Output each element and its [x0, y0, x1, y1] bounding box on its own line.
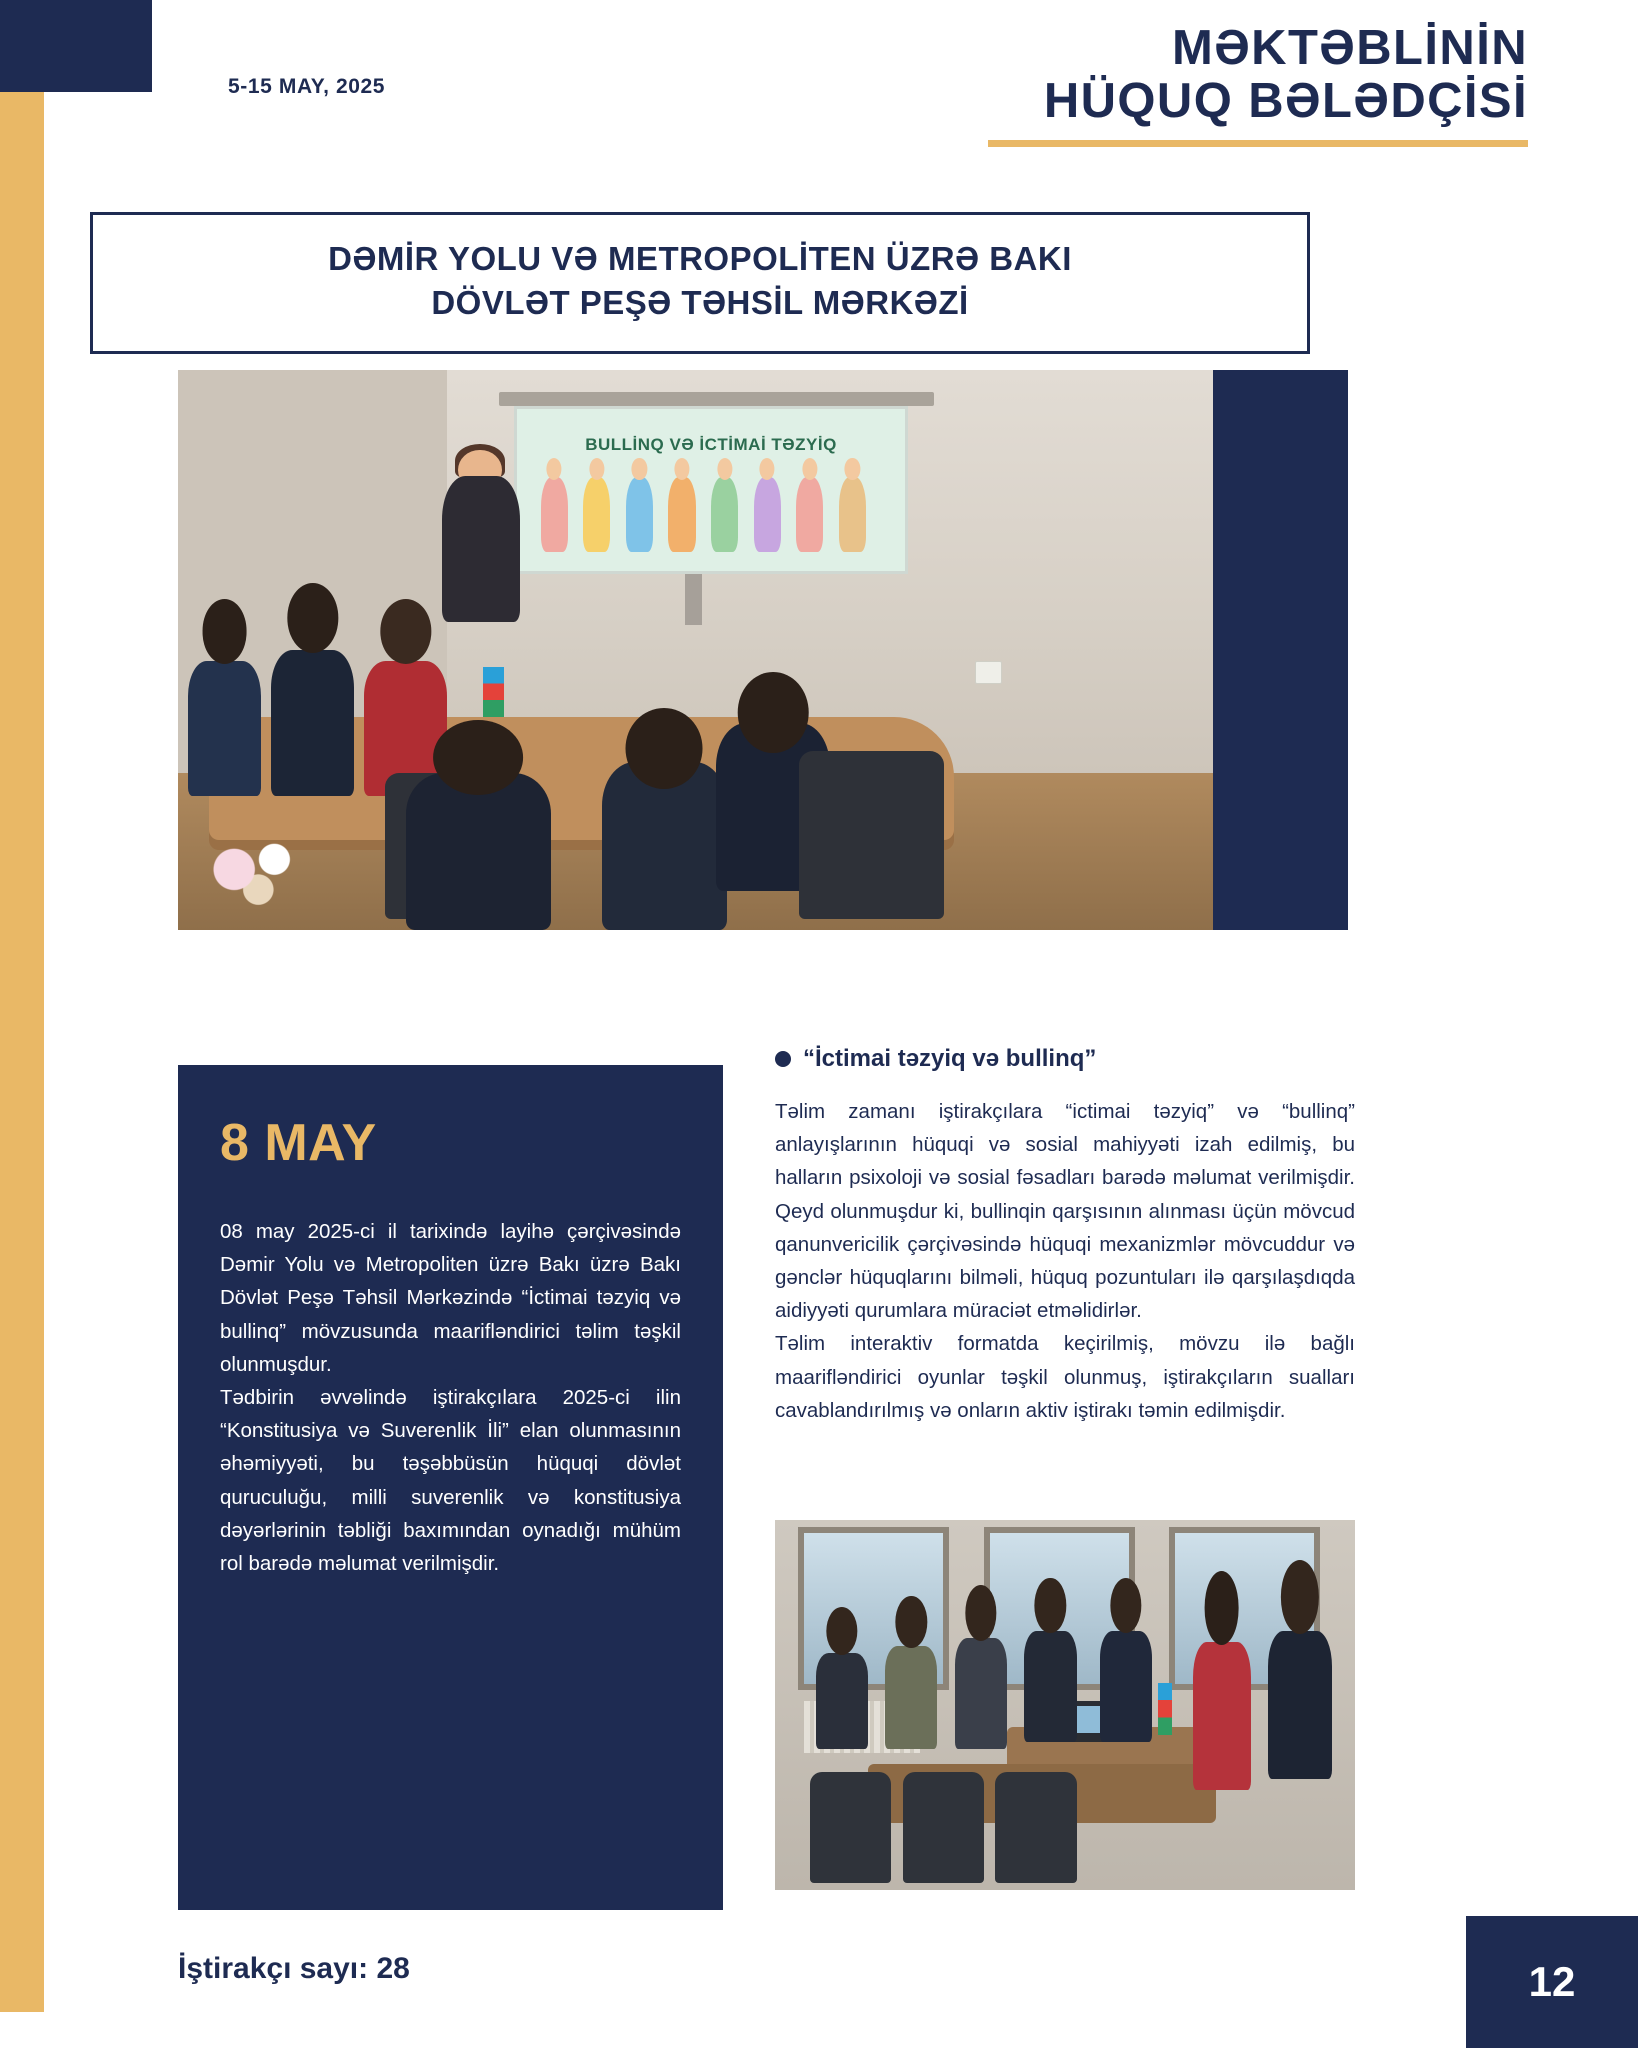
screen-stand: [685, 574, 702, 624]
masthead: [988, 22, 1528, 147]
photo2-chair: [810, 1772, 891, 1883]
slide-figure: [541, 477, 568, 552]
slide-figure: [796, 477, 823, 552]
slide-figure: [754, 477, 781, 552]
secondary-photo: [775, 1520, 1355, 1890]
flower-decoration: [194, 829, 329, 930]
attendee: [271, 650, 354, 796]
hero-navy-accent: [1208, 370, 1348, 930]
photo2-attendee: [885, 1646, 937, 1750]
section-title-line-2: DÖVLƏT PEŞƏ TƏHSİL MƏRKƏZİ: [431, 284, 969, 322]
presenter-body: [442, 476, 520, 622]
article-card: [178, 1065, 723, 1910]
attendee-foreground: [406, 773, 551, 930]
section-title-box: [90, 212, 1310, 354]
article-paragraph-2: Tədbirin əvvəlində iştirakçılara 2025-ci ilin “Konstitusiya və Suverenlik İli” elan olunmasının əhəmiyyəti, bu təşəbbüsün hüquqi dövlət quruculuğu, milli suverenlik və konstitusiya dəyərlərinin təbliği baxımından oynadığı mühüm rol barədə məlumat verilmişdir.: [220, 1386, 681, 1576]
attendee-foreground: [602, 762, 726, 930]
right-paragraph-1: Təlim zamanı iştirakçılara “ictimai təzyiq” və “bullinq” anlayışlarının hüquqi və sosial mahiyyəti izah edilmiş, bu halların psixoloji və sosial fəsadları barədə məlumat verilmişdir. Qeyd olunmuşdur ki, bullinqin qarşısının alınması üçün mövcud qanunvericilik çərçivəsində hüquqi mexanizmlər mövcuddur və gənclər hüquqlarını bilməli, hüquq pozuntuları ilə qarşılaşdıqda aidiyyəti qurumlara müraciət etməlidirlər.: [775, 1100, 1355, 1323]
projector-screen: [514, 406, 907, 574]
corner-navy-block: [0, 0, 152, 92]
slide-figure: [711, 477, 738, 552]
slide-figure: [626, 477, 653, 552]
bullet-dot-icon: [775, 1051, 791, 1067]
slide-figure: [583, 477, 610, 552]
article-paragraph-1: 08 may 2025-ci il tarixində layihə çərçivəsində Dəmir Yolu və Metropoliten üzrə Bakı üzrə Bakı Dövlət Peşə Təhsil Mərkəzində “İctimai təzyiq və bullinq” mövzusunda maarifləndirici təlim təşkil olunmuşdur.: [220, 1220, 681, 1376]
day-badge: 8 MAY: [220, 1114, 377, 1172]
participants-count: İştirakçı sayı: 28: [178, 1952, 410, 1985]
photo2-chair: [995, 1772, 1076, 1883]
desk-flag: [483, 667, 504, 717]
slide-figure: [839, 477, 866, 552]
photo-screen-rail: [499, 392, 934, 406]
photo2-chair: [903, 1772, 984, 1883]
slide-figure: [668, 477, 695, 552]
photo2-attendee: [1024, 1631, 1076, 1742]
left-gold-bar: [0, 92, 44, 2012]
slide-title: BULLİNQ VƏ İCTİMAİ TƏZYİQ: [585, 435, 837, 455]
photo2-attendee: [1100, 1631, 1152, 1742]
issue-date: 5-15 MAY, 2025: [228, 75, 386, 98]
photo2-flag: [1158, 1683, 1172, 1735]
corner-white-notch: [44, 92, 152, 132]
masthead-line-1: MƏKTƏBLİNİN: [1171, 21, 1528, 75]
attendee: [188, 661, 260, 795]
subheading-text: “İctimai təzyiq və bullinq”: [803, 1045, 1097, 1072]
photo2-attendee: [955, 1638, 1007, 1749]
subheading-row: [775, 1045, 1355, 1073]
wall-socket: [975, 661, 1002, 683]
masthead-line-2: HÜQUQ BƏLƏDÇİSİ: [1043, 73, 1528, 128]
photo2-presenter: [1193, 1642, 1251, 1790]
hero-photo: [178, 370, 1213, 930]
chair: [799, 751, 944, 919]
photo2-attendee: [816, 1653, 868, 1749]
hero-photo-frame: [178, 370, 1348, 930]
section-title-line-1: DƏMİR YOLU VƏ METROPOLİTEN ÜZRƏ BAKI: [328, 240, 1072, 277]
right-text-column: [775, 1045, 1355, 1427]
masthead-underline: [988, 140, 1528, 147]
page-number: 12: [1466, 1916, 1638, 2048]
right-paragraph-2: Təlim interaktiv formatda keçirilmiş, mövzu ilə bağlı maarifləndirici oyunlar təşkil olunmuş, iştirakçıların sualları cavablandırılmış və onların aktiv iştirakı təmin edilmişdir.: [775, 1332, 1355, 1422]
photo2-attendee: [1268, 1631, 1332, 1779]
